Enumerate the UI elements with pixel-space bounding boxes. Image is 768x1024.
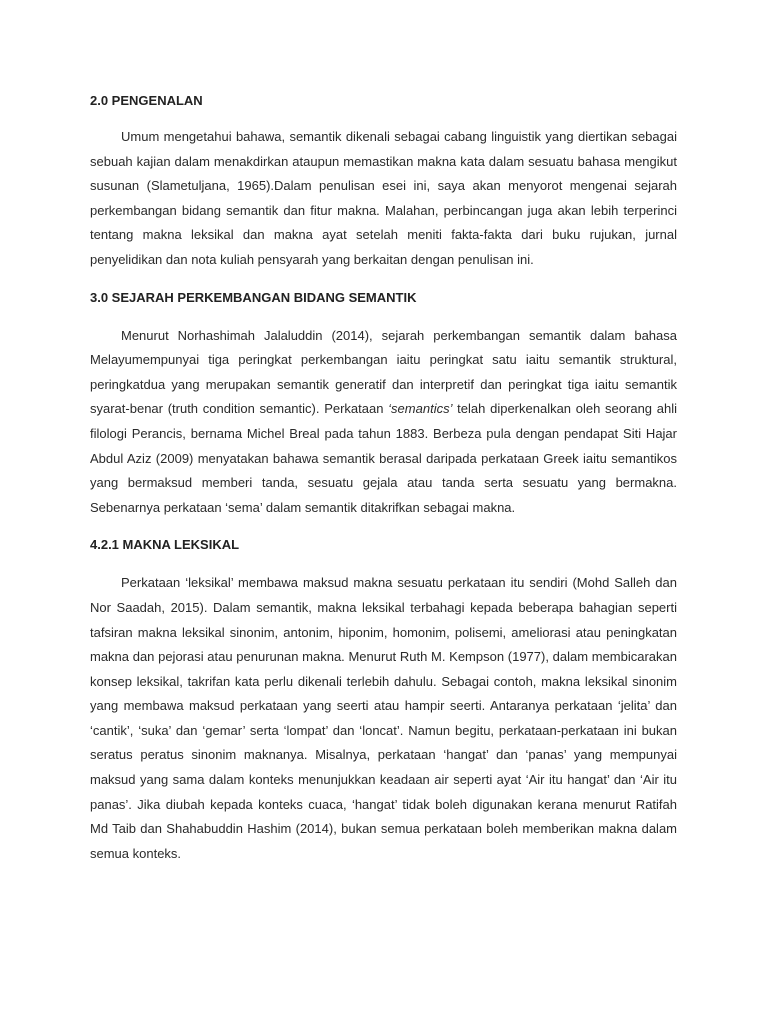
paragraph-sejarah <box>90 324 677 521</box>
paragraph-pengenalan: Umum mengetahui bahawa, semantik dikenali sebagai cabang linguistik yang diertikan sebagai sebuah kajian dalam menakdirkan ataupun memastikan makna kata dalam sesuatu bahasa mengikut susunan (Slametuljana, 1965).Dalam penulisan esei ini, saya akan menyorot mengenai sejarah perkembangan bidang semantik dan fitur makna. Malahan, perbincangan juga akan lebih terperinci tentang makna leksikal dan makna ayat setelah meniti fakta-fakta dari buku rujukan, jurnal penyelidikan dan nota kuliah pensyarah yang berkaitan dengan penulisan ini. <box>90 129 677 267</box>
section-heading-makna-leksikal: 4.2.1 MAKNA LEKSIKAL <box>90 537 240 553</box>
document-body <box>90 92 677 866</box>
section-heading-sejarah: 3.0 SEJARAH PERKEMBANGAN BIDANG SEMANTIK <box>90 289 417 305</box>
section-heading-pengenalan: 2.0 PENGENALAN <box>90 93 203 108</box>
italic-term-semantics: ‘semantics’ <box>388 401 453 417</box>
paragraph-sejarah-part-1: Menurut Norhashimah Jalaluddin (2014), sejarah perkembangan semantik dalam bahasa Melayumempunyai tiga peringkat perkembangan iaitu peringkat satu iaitu semantik struktural, peringkatdua yang merupakan semantik generatif dan interpretif dan peringkat tiga iaitu semantik syarat-benar (truth condition semantic). Perkataan <box>90 327 677 417</box>
paragraph-makna-leksikal: Perkataan ‘leksikal’ membawa maksud makna sesuatu perkataan itu sendiri (Mohd Salleh dan Nor Saadah, 2015). Dalam semantik, makna leksikal terbahagi kepada beberapa bahagian seperti tafsiran makna leksikal sinonim, antonim, hiponim, homonim, polisemi, ameliorasi atau peningkatan makna dan pejorasi atau penurunan makna. Menurut Ruth M. Kempson (1977), dalam membicarakan konsep leksikal, takrifan kata perlu dikenali terlebih dahulu. Sebagai contoh, makna leksikal sinonim yang membawa maksud perkataan yang seerti atau hampir seerti. Antaranya perkataan ‘jelita’ dan ‘cantik’, ‘suka’ dan ‘gemar’ serta ‘lompat’ dan ‘loncat’. Namun begitu, perkataan-perkataan ini bukan seratus peratus sinonim maknanya. Misalnya, perkataan ‘hangat’ dan ‘panas’ yang mempunyai maksud yang sama dalam konteks menunjukkan keadaan air seperti ayat ‘Air itu hangat’ dan ‘Air itu panas’. Jika diubah kepada konteks cuaca, ‘hangat’ tidak boleh digunakan kerana menurut Ratifah Md Taib dan Shahabuddin Hashim (2014), bukan semua perkataan boleh memberikan makna dalam semua konteks. <box>90 575 677 861</box>
paragraph-sejarah-part-2: telah diperkenalkan oleh seorang ahli filologi Perancis, bernama Michel Breal pada tahun 1883. Berbeza pula dengan pendapat Siti Hajar Abdul Aziz (2009) menyatakan bahawa semantik berasal daripada perkataan Greek iaitu semantikos yang bermaksud memberi tanda, sesuatu gejala atau tanda serta sesuatu yang bermakna. Sebenarnya perkataan ‘sema’ dalam semantik ditakrifkan sebagai makna. <box>90 401 677 515</box>
